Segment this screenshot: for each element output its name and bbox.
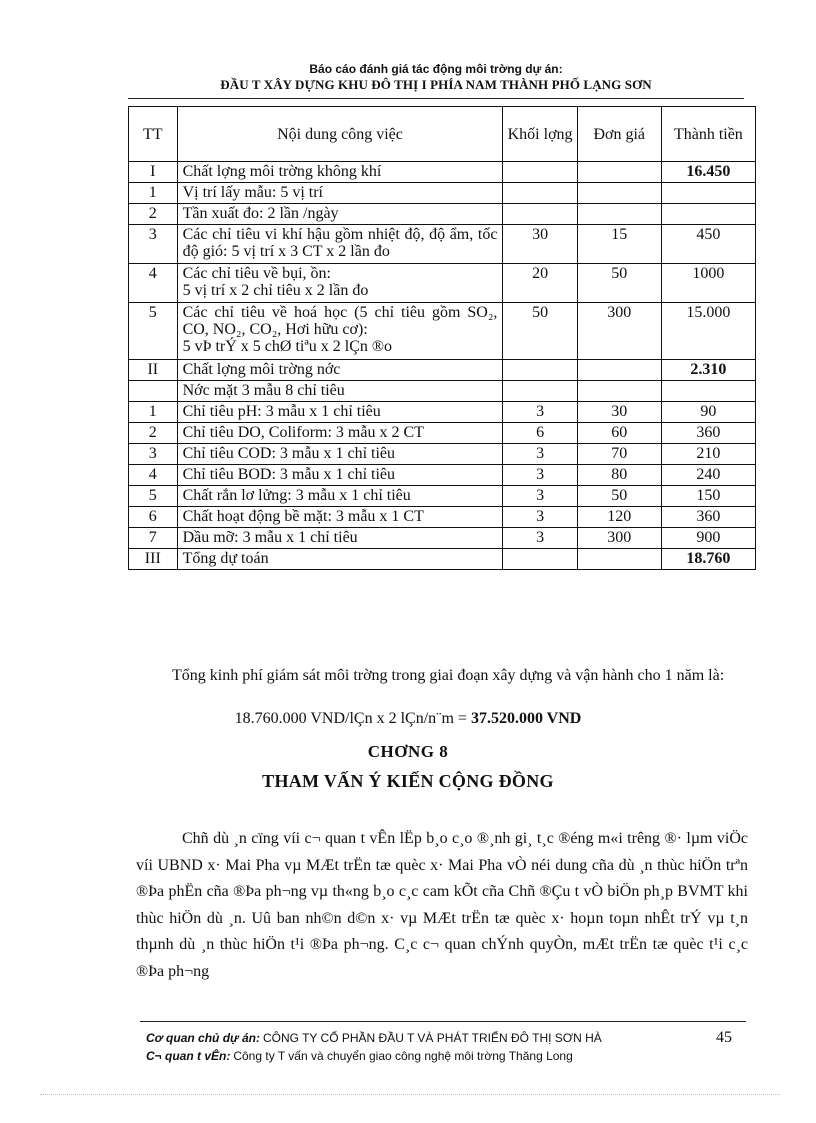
row-tt: 6 [129,507,178,528]
row-price: 15 [577,225,661,264]
row-tt: 5 [129,303,178,360]
row-price: 300 [577,303,661,360]
row-volume: 30 [503,225,577,264]
row-amount: 15.000 [661,303,755,360]
row-volume: 6 [503,423,577,444]
row-amount [661,183,755,204]
row-volume [503,549,577,570]
formula-result: 37.520.000 VND [470,710,582,727]
row-tt: 1 [129,402,178,423]
page-footer [146,1029,666,1065]
row-amount [661,204,755,225]
row-content: Chất hoạt động bề mặt: 3 mẫu x 1 CT [177,507,503,528]
row-price: 50 [577,486,661,507]
row-content: Nớc mặt 3 mẫu 8 chỉ tiêu [177,381,503,402]
footer-owner-label: Cơ quan chủ dự án: [146,1031,260,1045]
row-content: Chất lợng môi trờng không khí [177,162,503,183]
row-price [577,204,661,225]
table-row [129,402,756,423]
row-volume [503,204,577,225]
row-amount: 360 [661,423,755,444]
row-volume: 3 [503,465,577,486]
row-tt: 2 [129,204,178,225]
chapter-title: THAM VẤN Ý KIẾN CỘNG ĐỒNG [262,771,554,791]
table-header-row [129,107,756,162]
table-row [129,381,756,402]
row-content-line1: Các chỉ tiêu về hoá học (5 chỉ tiêu gồm SO₂, CO, NO₂, CO₂, Hơi hữu cơ): [182,304,498,338]
row-price: 60 [577,423,661,444]
table-row [129,162,756,183]
row-content-line2: 5 vị trí x 2 chỉ tiêu x 2 lần đo [182,282,369,299]
row-price: 300 [577,528,661,549]
row-amount: 1000 [661,264,755,303]
table-row [129,528,756,549]
footer-consultant-value: Công ty T vấn và chuyển giao công nghệ môi trờng Thăng Long [233,1049,573,1063]
row-volume [503,381,577,402]
summary-text: Tổng kinh phí giám sát môi trờng trong giai đoạn xây dựng và vận hành cho 1 năm là: [172,667,725,684]
row-price [577,549,661,570]
row-price: 120 [577,507,661,528]
table-row [129,183,756,204]
column-header-volume: Khối lợng [503,107,577,162]
row-volume: 20 [503,264,577,303]
formula-prefix: 18.760.000 VND/lÇn x 2 lÇn/n¨m = [234,710,471,727]
row-content: Chỉ tiêu DO, Coliform: 3 mẫu x 2 CT [177,423,503,444]
row-price: 30 [577,402,661,423]
body-paragraph: Chñ dù ¸n cïng víi c¬ quan t vÊn lËp b¸o c¸o ®¸nh gi¸ t¸c ®éng m«i trêng ®· lµm viÖc víi UBND x· Mai Pha vµ MÆt trËn tæ quèc x· Mai Pha vÒ néi dung cña dù ¸n thùc hiÖn trªn ®Þa phËn cña ®Þa ph¬ng vµ th«ng b¸o c¸c cam kÕt cña Chñ ®Çu t vÒ biÖn ph¸p BVMT khi thùc hiÖn dù ¸n. Uû ban nh©n d©n x· vµ MÆt trËn tæ quèc x· hoµn toµn nhÊt trÝ vµ t¸n thµnh dù ¸n thùc hiÖn t¹i ®Þa ph¬ng. C¸c c¬ quan chÝnh quyÒn, mÆt trËn tæ quèc t¹i c¸c ®Þa ph¬ng [136,830,748,980]
row-volume [503,162,577,183]
row-content: Dầu mỡ: 3 mẫu x 1 chỉ tiêu [177,528,503,549]
footer-owner-value: CÔNG TY CỔ PHẦN ĐẦU T VÀ PHÁT TRIỂN ĐÔ THỊ SƠN HÀ [262,1031,602,1045]
row-tt: 1 [129,183,178,204]
footer-owner-line [146,1029,666,1047]
page-header [128,62,744,92]
table-row [129,264,756,303]
table-row [129,423,756,444]
row-content-line1: Các chỉ tiêu về bụi, ồn: [182,265,331,282]
row-amount: 360 [661,507,755,528]
row-content: Tần xuất đo: 2 lần /ngày [177,204,503,225]
table-row [129,465,756,486]
row-content: Các chỉ tiêu vi khí hậu gồm nhiệt độ, độ ẩm, tốc độ gió: 5 vị trí x 3 CT x 2 lần đo [177,225,503,264]
row-amount [661,381,755,402]
row-content [177,264,503,303]
footer-consultant-label: C¬ quan t vÊn: [146,1049,231,1063]
summary-paragraph [136,666,748,686]
page-bottom-divider [40,1094,780,1095]
row-price: 70 [577,444,661,465]
row-content: Chỉ tiêu BOD: 3 mẫu x 1 chỉ tiêu [177,465,503,486]
table-row [129,444,756,465]
row-volume: 3 [503,528,577,549]
footer-divider [140,1021,746,1022]
row-volume: 3 [503,486,577,507]
column-header-tt: TT [129,107,178,162]
row-tt: 5 [129,486,178,507]
row-price: 80 [577,465,661,486]
row-tt [129,381,178,402]
table-row [129,360,756,381]
row-amount: 240 [661,465,755,486]
table-row [129,303,756,360]
project-title: ĐẦU T XÂY DỰNG KHU ĐÔ THỊ I PHÍA NAM THÀNH PHỐ LẠNG SƠN [220,77,652,92]
row-tt: III [129,549,178,570]
column-header-content: Nội dung công việc [177,107,503,162]
row-amount: 18.760 [661,549,755,570]
row-tt: 4 [129,465,178,486]
cost-formula [0,710,816,728]
table-row [129,549,756,570]
row-tt: 4 [129,264,178,303]
row-amount: 150 [661,486,755,507]
row-amount: 16.450 [661,162,755,183]
row-content: Chỉ tiêu COD: 3 mẫu x 1 chỉ tiêu [177,444,503,465]
row-price [577,360,661,381]
budget-table [128,106,756,570]
row-content: Tổng dự toán [177,549,503,570]
row-tt: 7 [129,528,178,549]
row-content: Chỉ tiêu pH: 3 mẫu x 1 chỉ tiêu [177,402,503,423]
row-amount: 900 [661,528,755,549]
row-price [577,183,661,204]
row-tt: 3 [129,225,178,264]
row-tt: I [129,162,178,183]
column-header-unit-price: Đơn giá [577,107,661,162]
footer-consultant-line [146,1047,666,1065]
row-amount: 210 [661,444,755,465]
row-content: Vị trí lấy mẫu: 5 vị trí [177,183,503,204]
row-volume: 3 [503,444,577,465]
row-volume: 3 [503,507,577,528]
row-price [577,381,661,402]
row-tt: 3 [129,444,178,465]
row-amount: 2.310 [661,360,755,381]
table-row [129,486,756,507]
row-volume [503,183,577,204]
row-amount: 450 [661,225,755,264]
table-row [129,204,756,225]
table-row [129,507,756,528]
table-row [129,225,756,264]
row-tt: 2 [129,423,178,444]
page-number: 45 [716,1029,732,1046]
report-title: Báo cáo đánh giá tác động môi trờng dự án: [309,62,563,76]
header-divider [128,98,744,99]
row-volume: 50 [503,303,577,360]
row-volume: 3 [503,402,577,423]
chapter-number: CHƠNG 8 [367,742,449,761]
row-content: Chất lợng môi trờng nớc [177,360,503,381]
row-content: Chất rắn lơ lửng: 3 mẫu x 1 chỉ tiêu [177,486,503,507]
row-price [577,162,661,183]
row-content-line2: 5 vÞ trÝ x 5 chØ tiªu x 2 lÇn ®o [182,338,393,355]
row-content [177,303,503,360]
column-header-amount: Thành tiền [661,107,755,162]
row-amount: 90 [661,402,755,423]
row-volume [503,360,577,381]
row-tt: II [129,360,178,381]
row-price: 50 [577,264,661,303]
